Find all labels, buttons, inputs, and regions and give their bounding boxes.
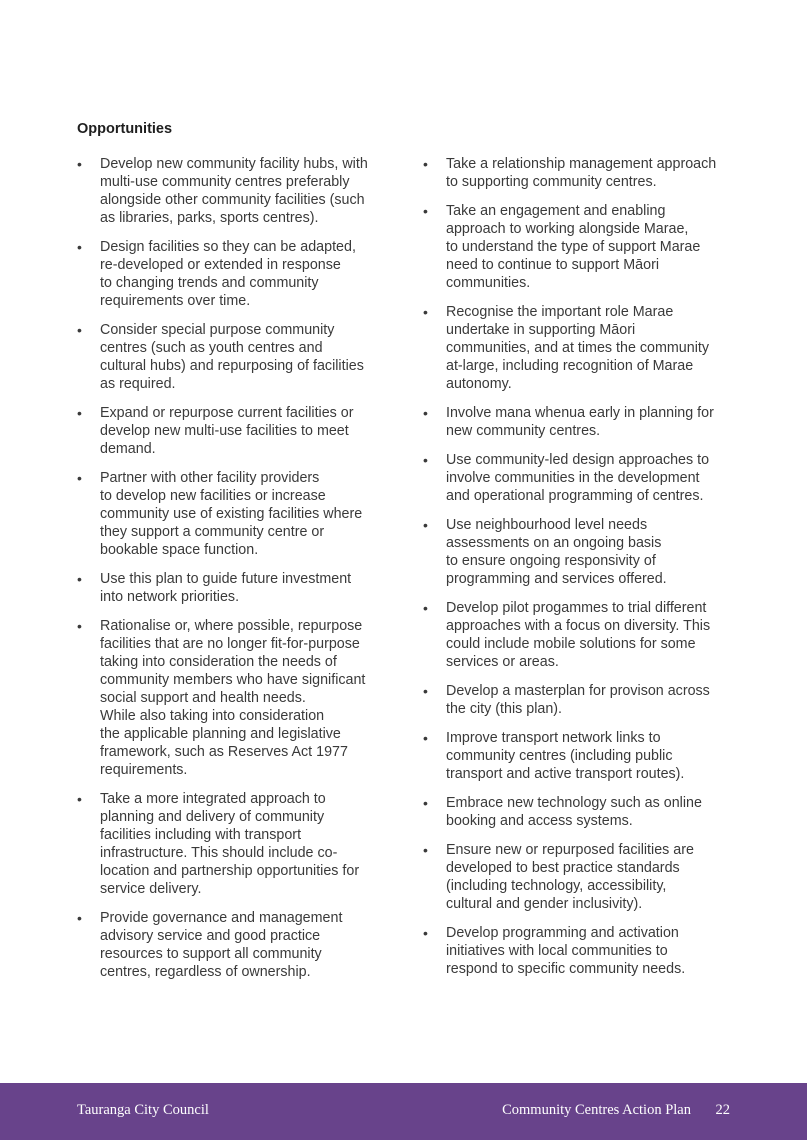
list-item	[423, 516, 743, 588]
list-item	[77, 404, 395, 458]
bullet-icon: •	[423, 405, 428, 421]
list-item	[423, 599, 743, 671]
list-item	[423, 729, 743, 783]
list-item-text: Involve mana whenua early in planning for new community centres.	[446, 405, 714, 439]
list-item-text: Provide governance and management advisory service and good practice resources to support all community centres, regardless of ownership.	[100, 910, 343, 980]
list-item-text: Use this plan to guide future investment into network priorities.	[100, 571, 352, 605]
bullet-icon: •	[423, 452, 428, 468]
list-item	[423, 404, 743, 440]
list-item	[423, 451, 743, 505]
list-item-text: Develop pilot progammes to trial different approaches with a focus on diversity. This could include mobile solutions for some services or areas.	[446, 600, 711, 670]
list-item-text: Rationalise or, where possible, repurpose facilities that are no longer fit-for-purpose taking into consideration the needs of community members who have significant social support and health needs. While also taking into consideration the applicable planning and legislative framework, such as Reserves Act 1977 requirements.	[100, 618, 366, 778]
list-item	[77, 238, 395, 310]
opportunities-list-left	[77, 155, 395, 992]
list-item-text: Recognise the important role Marae undertake in supporting Māori communities, and at times the community at-large, including recognition of Marae autonomy.	[446, 304, 710, 392]
list-item-text: Expand or repurpose current facilities or develop new multi-use facilities to meet demand.	[100, 405, 354, 457]
list-item	[423, 202, 743, 292]
list-item-text: Consider special purpose community centres (such as youth centres and cultural hubs) and repurposing of facilities as required.	[100, 322, 364, 392]
list-item-text: Partner with other facility providers to develop new facilities or increase community use of existing facilities where they support a community centre or bookable space function.	[100, 470, 363, 558]
bullet-icon: •	[423, 517, 428, 533]
bullet-icon: •	[77, 239, 82, 255]
page-footer	[0, 1083, 807, 1140]
list-item	[77, 790, 395, 898]
footer-document-title: Community Centres Action Plan	[502, 1102, 691, 1118]
section-heading: Opportunities	[77, 121, 173, 137]
list-item	[77, 909, 395, 981]
list-item-text: Embrace new technology such as online booking and access systems.	[446, 795, 702, 829]
bullet-icon: •	[423, 156, 428, 172]
list-item-text: Take an engagement and enabling approach to working alongside Marae, to understand the type of support Marae need to continue to support Māori communities.	[446, 203, 701, 291]
list-item-text: Develop programming and activation initiatives with local communities to respond to specific community needs.	[446, 925, 686, 977]
list-item	[77, 321, 395, 393]
list-item-text: Take a more integrated approach to planning and delivery of community facilities including with transport infrastructure. This should include co- location and partnership opportunities for service delivery.	[100, 791, 360, 897]
footer-organisation: Tauranga City Council	[77, 1102, 209, 1118]
opportunities-list-right	[423, 155, 743, 989]
bullet-icon: •	[423, 600, 428, 616]
list-item-text: Improve transport network links to community centres (including public transport and active transport routes).	[446, 730, 685, 782]
page-number: 22	[715, 1102, 730, 1118]
bullet-icon: •	[423, 304, 428, 320]
bullet-icon: •	[423, 925, 428, 941]
bullet-icon: •	[77, 910, 82, 926]
list-item-text: Develop new community facility hubs, with multi-use community centres preferably alongside other community facilities (such as libraries, parks, sports centres).	[100, 156, 368, 226]
list-item	[77, 469, 395, 559]
bullet-icon: •	[77, 618, 82, 634]
list-item-text: Design facilities so they can be adapted, re-developed or extended in response to changing trends and community requirements over time.	[100, 239, 356, 309]
bullet-icon: •	[423, 795, 428, 811]
bullet-icon: •	[77, 571, 82, 587]
list-item-text: Develop a masterplan for provison across the city (this plan).	[446, 683, 710, 717]
bullet-icon: •	[423, 842, 428, 858]
list-item-text: Use community-led design approaches to involve communities in the development and operational programming of centres.	[446, 452, 710, 504]
bullet-icon: •	[423, 203, 428, 219]
list-item	[423, 155, 743, 191]
bullet-icon: •	[77, 322, 82, 338]
list-item-text: Take a relationship management approach to supporting community centres.	[446, 156, 717, 190]
bullet-icon: •	[77, 156, 82, 172]
list-item	[77, 155, 395, 227]
list-item-text: Use neighbourhood level needs assessments on an ongoing basis to ensure ongoing responsivity of programming and services offered.	[446, 517, 667, 587]
list-item	[77, 617, 395, 779]
list-item	[423, 794, 743, 830]
bullet-icon: •	[423, 683, 428, 699]
bullet-icon: •	[77, 791, 82, 807]
list-item	[77, 570, 395, 606]
list-item	[423, 303, 743, 393]
list-item	[423, 841, 743, 913]
bullet-icon: •	[77, 470, 82, 486]
list-item	[423, 924, 743, 978]
bullet-icon: •	[77, 405, 82, 421]
list-item-text: Ensure new or repurposed facilities are developed to best practice standards (including technology, accessibility, cultural and gender inclusivity).	[446, 842, 694, 912]
bullet-icon: •	[423, 730, 428, 746]
list-item	[423, 682, 743, 718]
